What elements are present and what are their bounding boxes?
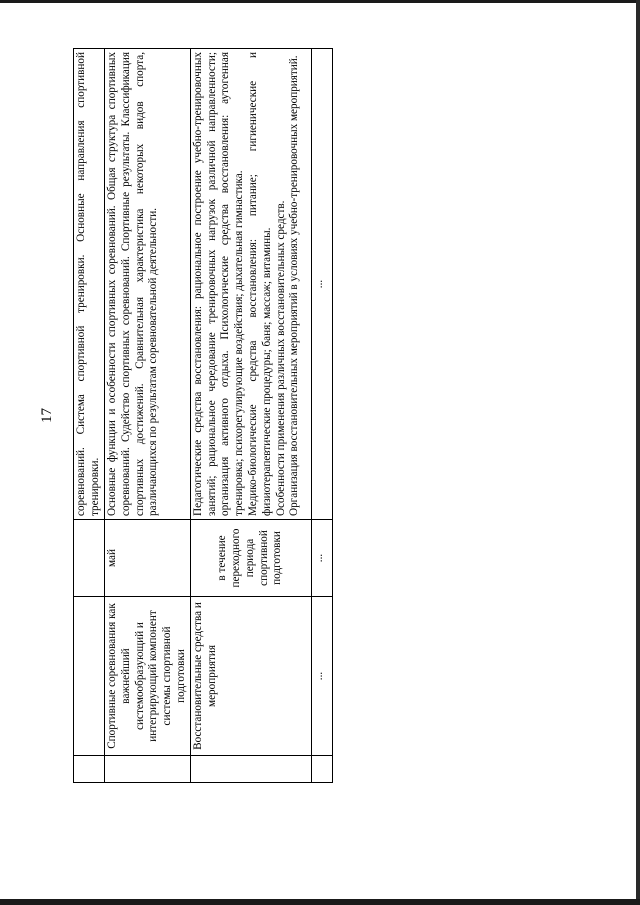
- table-row: [105, 49, 191, 783]
- scan-edge-top: [0, 0, 640, 3]
- period-cell: май: [105, 520, 191, 597]
- content-cell: [74, 49, 105, 520]
- curriculum-table: [73, 48, 333, 783]
- number-cell: [190, 756, 311, 783]
- period-cell: в течение переходного периода спортивной подготовки: [190, 520, 311, 597]
- table-row: [190, 49, 311, 783]
- topic-cell: ...: [311, 597, 332, 756]
- content-paragraph: Особенности применения различных восстановительных средств.: [274, 200, 287, 516]
- number-cell: [74, 756, 105, 783]
- topic-cell: [74, 597, 105, 756]
- content-cell: [105, 49, 191, 520]
- content-cell: [311, 49, 332, 520]
- topic-cell: Спортивные соревнования как важнейший системообразующий и интегрирующий компонент системы спортивной подготовки: [105, 597, 191, 756]
- content-cell: [190, 49, 311, 520]
- topic-cell: Восстановительные средства и мероприятия: [190, 597, 311, 756]
- content-paragraph: соревнований. Система спортивной тренировки. Основные направления спортивной тренировки.: [75, 52, 101, 516]
- rotated-page: [39, 48, 359, 783]
- table-row: [74, 49, 105, 783]
- period-cell: [74, 520, 105, 597]
- content-paragraph: Медико-биологические средства восстановления: питание; гигиенические и физиотерапевтические процедуры; баня; массаж; витамины.: [246, 52, 273, 516]
- content-paragraph: Организация восстановительных мероприятий в условиях учебно-тренировочных мероприятий.: [288, 55, 301, 516]
- number-cell: [311, 756, 332, 783]
- period-cell: ...: [311, 520, 332, 597]
- content-paragraph: ...: [312, 279, 325, 289]
- content-paragraph: Основные функции и особенности спортивных соревнований. Общая структура спортивных соревнований. Судейство спортивных соревнований. Спортивные результаты. Классификация спортивных достижений. Сравнительная характеристика некоторых видов спорта, различающихся по результатам соревновательной деятельности.: [106, 52, 160, 516]
- scan-edge-right: [636, 0, 640, 905]
- table-row: [311, 49, 332, 783]
- scan-edge-bottom: [0, 899, 640, 905]
- content-paragraph: Педагогические средства восстановления: рациональное построение учебно-тренировочных занятий; рациональное чередование тренировочных нагрузок различной направленности; организация активного отдыха. Психологические средства восстановления: аутогенная тренировка; психорегулирующие воздействия; дыхательная гимнастика.: [191, 52, 246, 516]
- number-cell: [105, 756, 191, 783]
- page-number: 17: [39, 408, 55, 423]
